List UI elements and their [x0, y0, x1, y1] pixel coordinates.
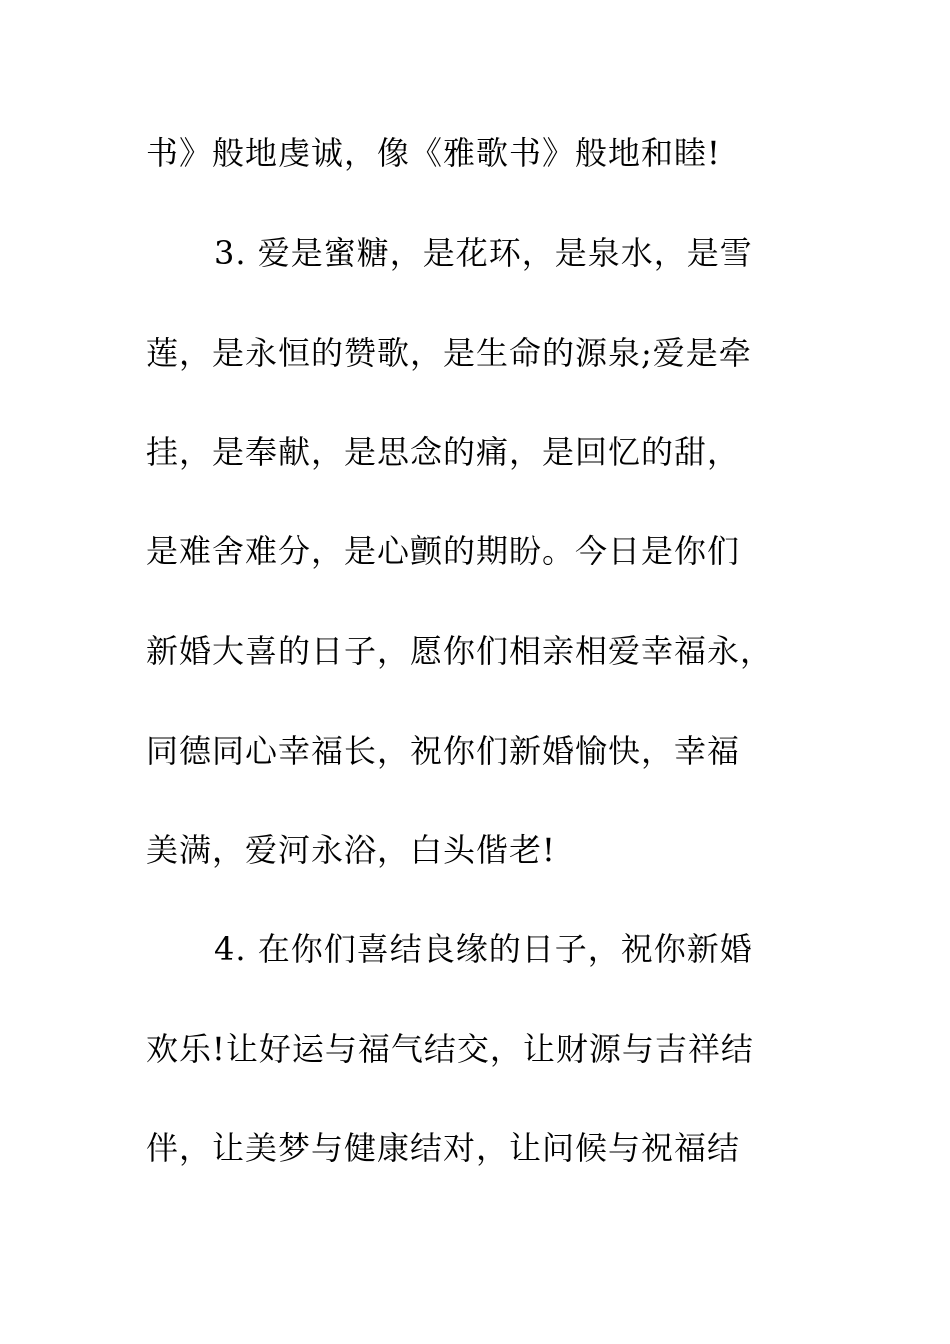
text-line: 是难舍难分，是心颤的期盼。今日是你们 [146, 532, 741, 570]
text-line: 莲，是永恒的赞歌，是生命的源泉;爱是牵 [146, 334, 752, 372]
paragraph-3-start: 3. 爱是蜜糖，是花环，是泉水，是雪 [214, 234, 753, 272]
text-line: 新婚大喜的日子，愿你们相亲相爱幸福永， [146, 632, 774, 670]
text-line: 美满，爱河永浴，白头偕老! [146, 831, 556, 869]
text-line: 同德同心幸福长，祝你们新婚愉快，幸福 [146, 732, 741, 770]
text-line: 伴，让美梦与健康结对，让问候与祝福结 [146, 1129, 741, 1167]
text-line: 书》般地虔诚，像《雅歌书》般地和睦! [146, 134, 721, 172]
text-line: 欢乐!让好运与福气结交，让财源与吉祥结 [146, 1030, 754, 1068]
paragraph-4-start: 4. 在你们喜结良缘的日子，祝你新婚 [214, 930, 753, 968]
text-line: 挂，是奉献，是思念的痛，是回忆的甜， [146, 433, 741, 471]
